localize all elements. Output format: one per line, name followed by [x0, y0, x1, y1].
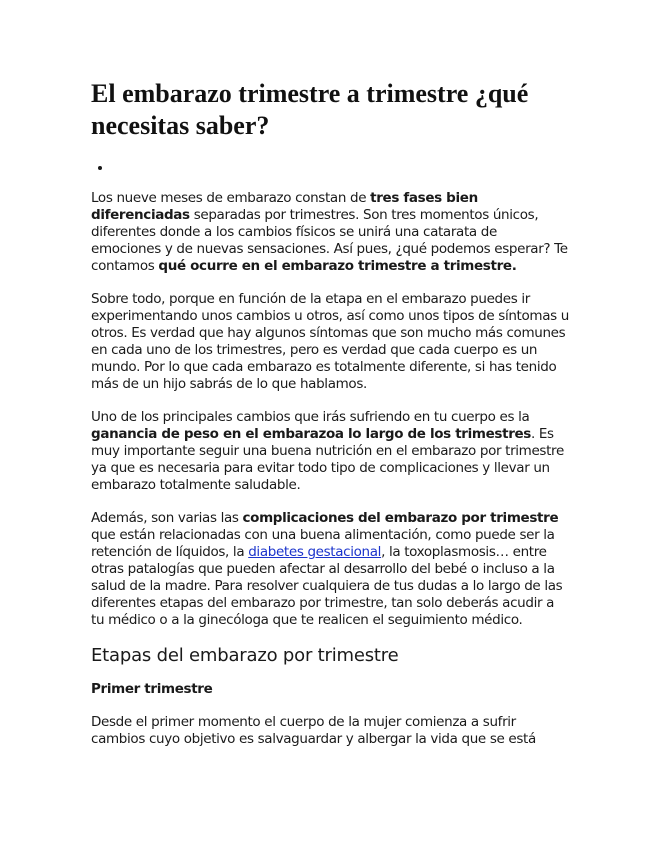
article-title: El embarazo trimestre a trimestre ¿qué necesitas saber? [91, 79, 529, 140]
intro-paragraph [91, 190, 569, 275]
diabetes-gestacional-link[interactable]: diabetes gestacional [248, 544, 382, 560]
intro-bold-d: qué ocurre en el embarazo trimestre a trimestre. [158, 258, 517, 274]
symptoms-paragraph: Sobre todo, porque en función de la etapa en el embarazo puedes ir experimentando unos cambios u otros, así como unos tipos de síntomas u otros. Es verdad que hay algunos síntomas que son mucho más comunes en cada uno de los trimestres, pero es verdad que cada cuerpo es un mundo. Por lo que cada embarazo es totalmente diferente, si has tenido más de un hijo sabrás de lo que hablamos. [91, 291, 569, 392]
first-trimester-paragraph: Desde el primer momento el cuerpo de la mujer comienza a sufrir cambios cuyo objetivo es salvaguardar y albergar la vida que se está [91, 714, 536, 747]
section-heading: Etapas del embarazo por trimestre [91, 645, 399, 666]
complications-text-c: que están relacionadas con una buena alimentación, como puede ser la retención de líquidos, la [91, 527, 555, 560]
complications-text-d: , la toxoplasmosis… entre otras patalogías que pueden afectar al desarrollo del bebé o incluso a la salud de la madre. Para resolver cualquiera de tus dudas a lo largo de las diferentes etapas del embarazo por trimestre, tan solo deberás acudir a tu médico o a la ginecóloga que te realicen el seguimiento médico. [91, 544, 563, 628]
complications-text-a: Además, son varias las [91, 510, 243, 526]
intro-text-a: Los nueve meses de embarazo constan de [91, 190, 371, 206]
first-trimester-heading: Primer trimestre [91, 681, 213, 697]
intro-text-c: separadas por trimestres. Son tres momentos únicos, diferentes donde a los cambios físicos se unirá una catarata de emociones y de nuevas sensaciones. Así pues, ¿qué podemos esperar? Te contamos [91, 207, 568, 274]
weight-bold-b: ganancia de peso en el embarazoa lo largo de los trimestres [91, 426, 531, 442]
weight-paragraph [91, 409, 569, 494]
empty-bullet-list [91, 160, 569, 178]
bullet-item [113, 160, 569, 178]
weight-text-c: . Es muy importante seguir una buena nutrición en el embarazo por trimestre ya que es necesaria para evitar todo tipo de complicaciones y llevar un embarazo totalmente saludable. [91, 426, 564, 493]
article [91, 0, 569, 748]
intro-bold-b: tres fases bien diferenciadas [91, 190, 478, 223]
weight-text-a: Uno de los principales cambios que irás sufriendo en tu cuerpo es la [91, 409, 530, 425]
complications-paragraph [91, 510, 569, 629]
complications-bold-b: complicaciones del embarazo por trimestre [242, 510, 559, 526]
